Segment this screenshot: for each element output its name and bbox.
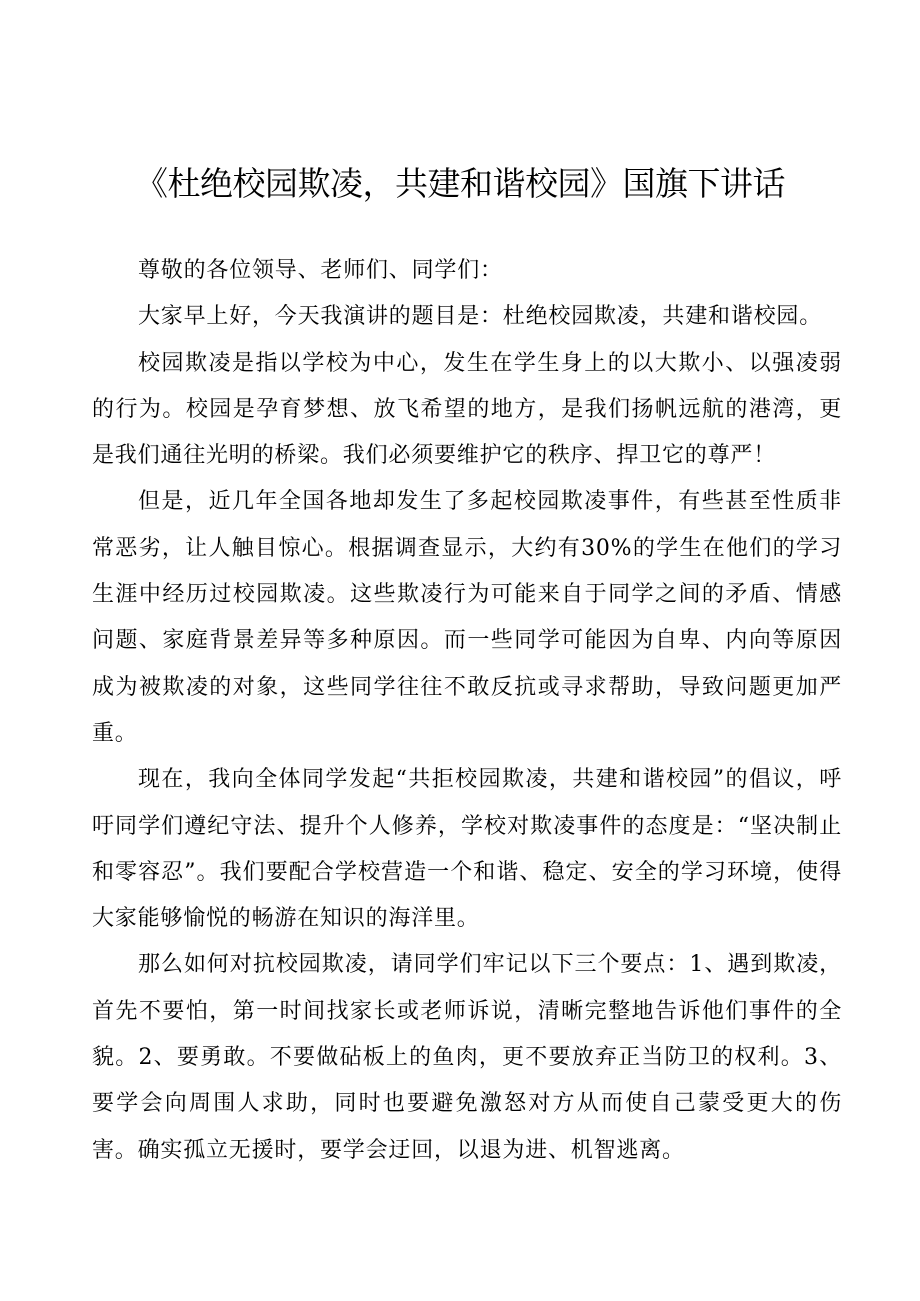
speech-body — [92, 248, 842, 1174]
advice-paragraph: 那么如何对抗校园欺凌，请同学们牢记以下三个要点：1、遇到欺凌，首先不要怕，第一时间找家长或老师诉说，清晰完整地告诉他们事件的全貌。2、要勇敢。不要做砧板上的鱼肉，更不要放弃正当防卫的权利。3、要学会向周围人求助，同时也要避免激怒对方从而使自己蒙受更大的伤害。确实孤立无援时，要学会迂回，以退为进、机智逃离。 — [92, 952, 842, 1163]
situation-paragraph: 但是，近几年全国各地却发生了多起校园欺凌事件，有些甚至性质非常恶劣，让人触目惊心。根据调查显示，大约有30%的学生在他们的学习生涯中经历过校园欺凌。这些欺凌行为可能来自于同学之间的矛盾、情感问题、家庭背景差异等多种原因。而一些同学可能因为自卑、内向等原因成为被欺凌的对象，这些同学往往不敢反抗或寻求帮助，导致问题更加严重。 — [92, 489, 842, 746]
salutation-paragraph: 尊敬的各位领导、老师们、同学们： — [138, 258, 503, 283]
definition-paragraph: 校园欺凌是指以学校为中心，发生在学生身上的以大欺小、以强凌弱的行为。校园是孕育梦想、放飞希望的地方，是我们扬帆远航的港湾，更是我们通往光明的桥梁。我们必须要维护它的秩序、捍卫它的尊严！ — [92, 350, 842, 469]
initiative-paragraph: 现在，我向全体同学发起“共拒校园欺凌，共建和谐校园”的倡议，呼吁同学们遵纪守法、提升个人修养，学校对欺凌事件的态度是：“坚决制止和零容忍”。我们要配合学校营造一个和谐、稳定、安全的学习环境，使得大家能够愉悦的畅游在知识的海洋里。 — [92, 767, 842, 932]
greeting-paragraph: 大家早上好，今天我演讲的题目是：杜绝校园欺凌，共建和谐校园。 — [138, 304, 823, 330]
document-title: 《杜绝校园欺凌，共建和谐校园》国旗下讲话 — [135, 164, 785, 203]
